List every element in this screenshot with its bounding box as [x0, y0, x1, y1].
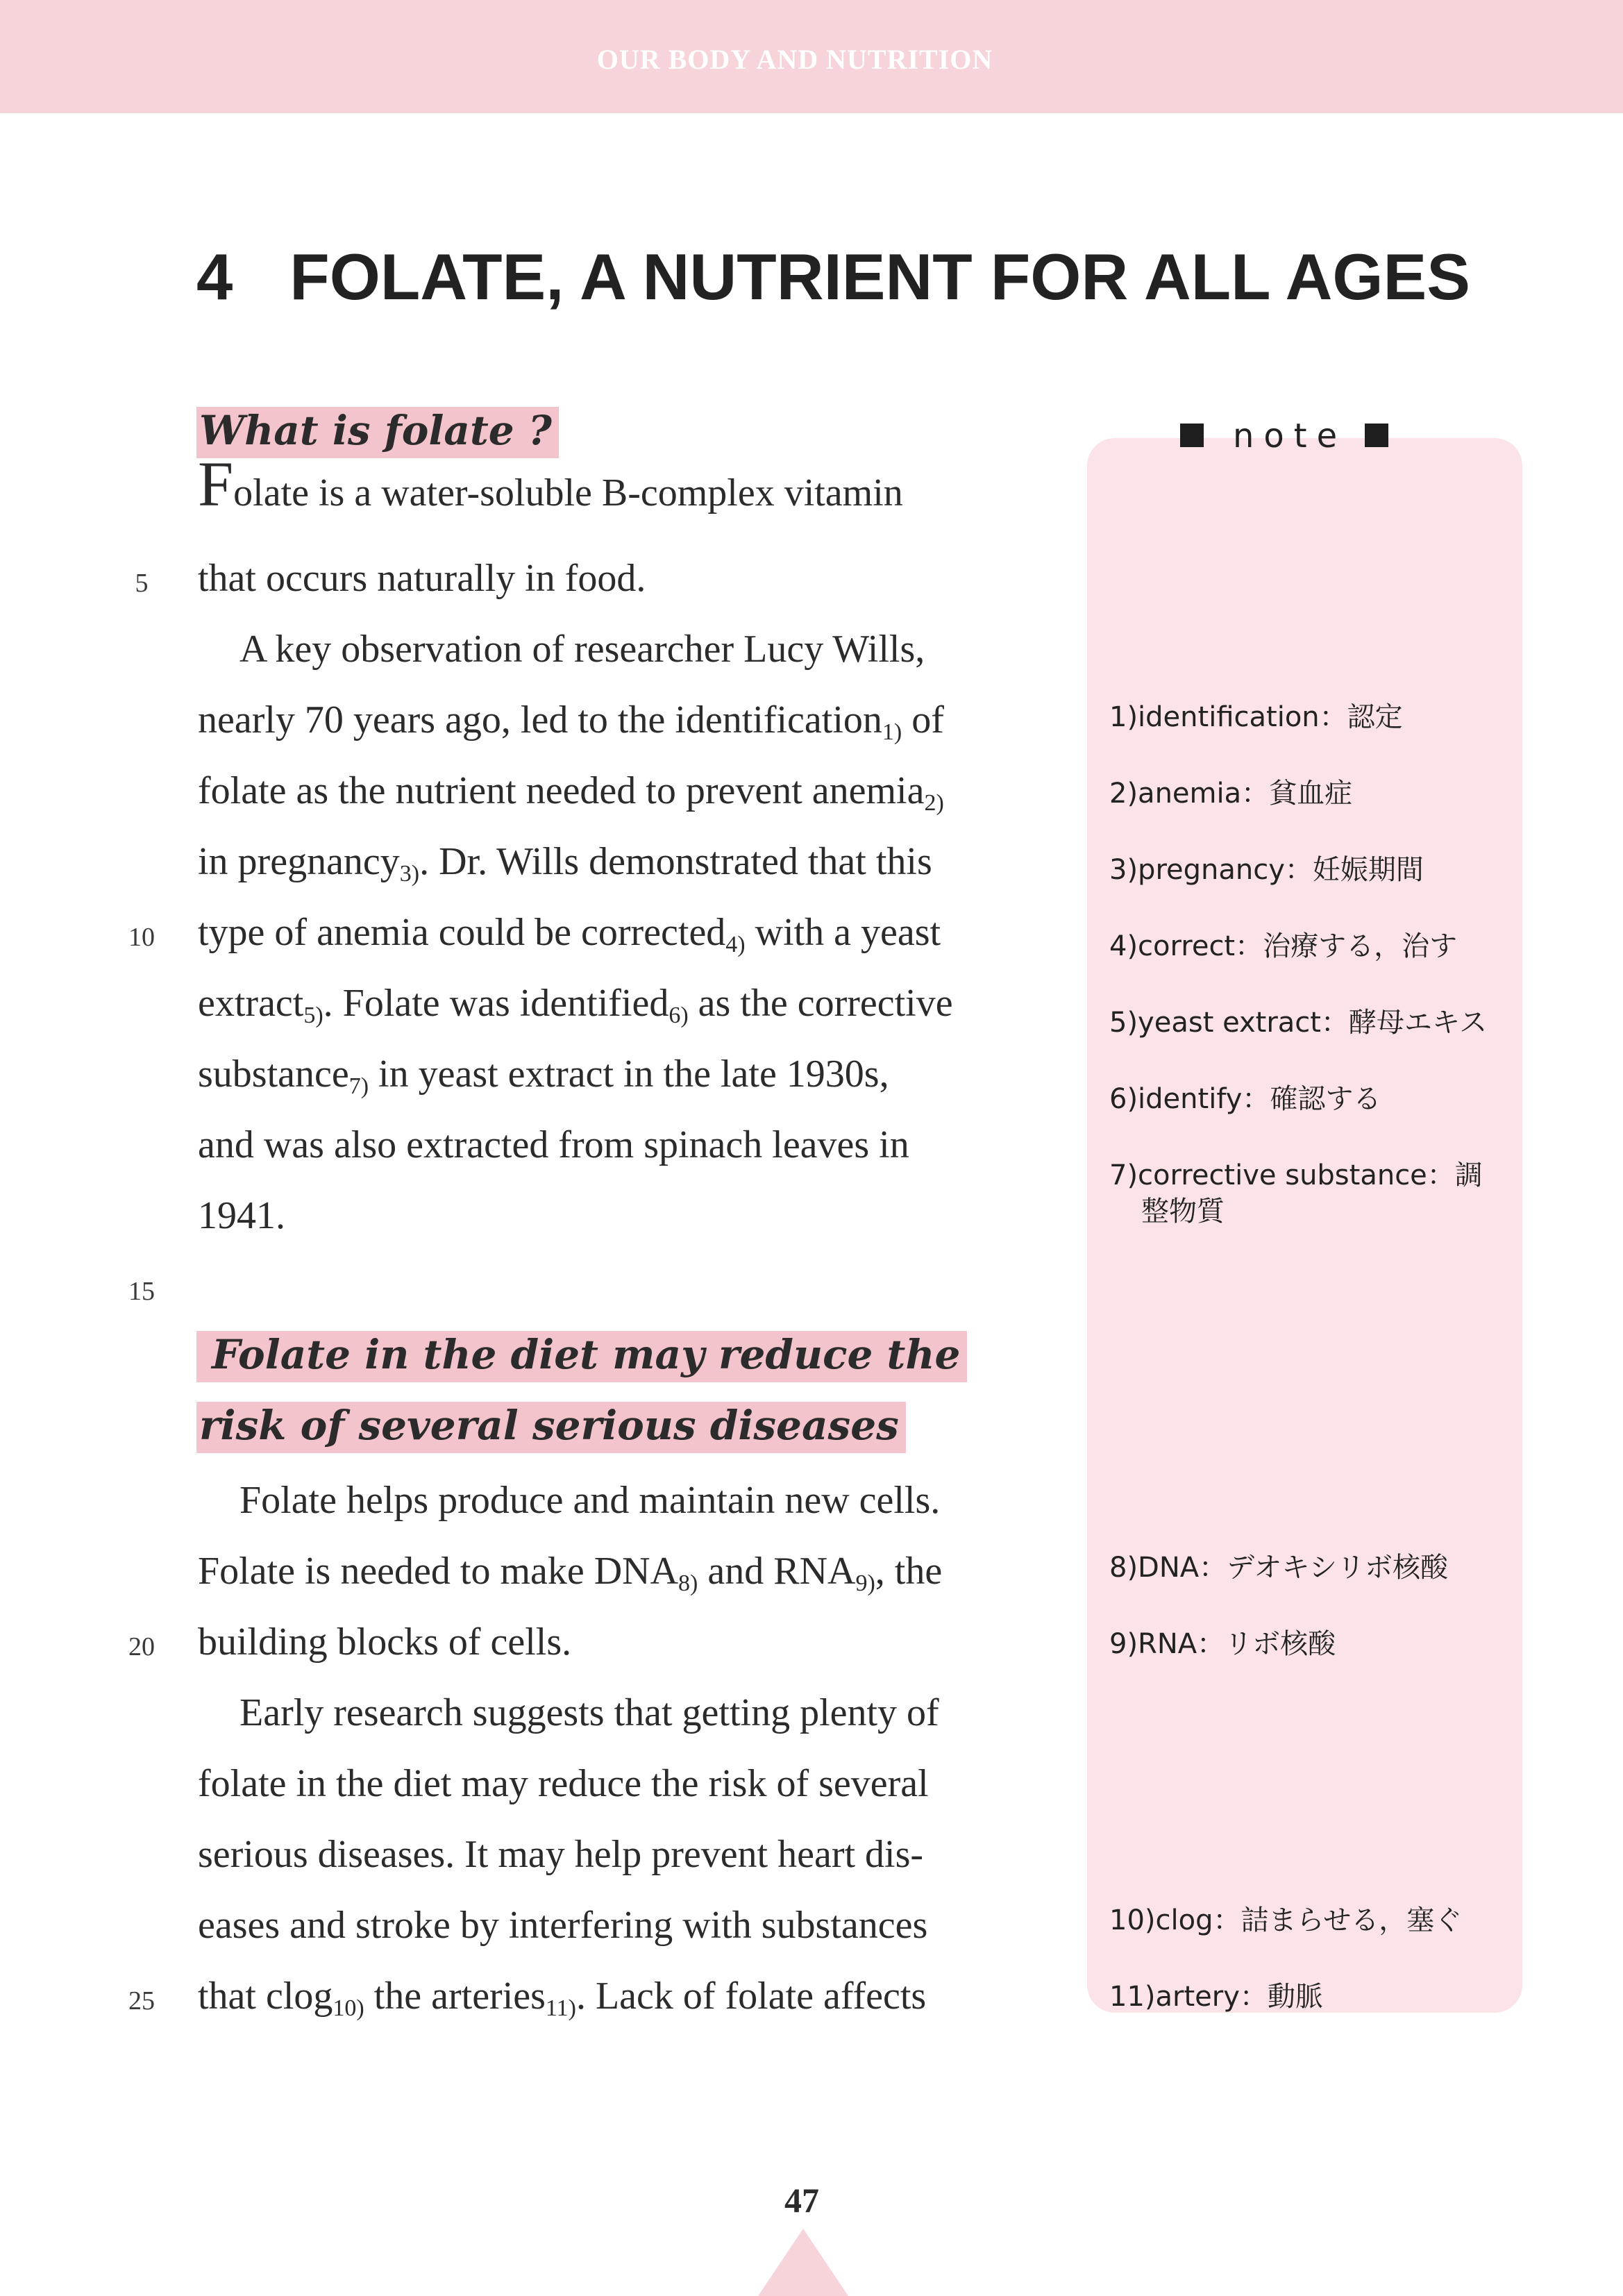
body-line — [198, 1973, 926, 2019]
section-heading-diet-line1 — [196, 1333, 967, 1377]
section-heading-text: Folate in the diet may reduce the — [196, 1331, 967, 1382]
body-text: olate is a water-soluble B-complex vitamin — [233, 471, 903, 514]
body-text: building blocks of cells. — [198, 1620, 572, 1664]
body-line — [198, 1761, 929, 1807]
note-item: 10)clog：詰まらせる，塞ぐ — [1109, 1904, 1463, 1936]
body-line — [198, 1193, 285, 1239]
footnote-ref: 9) — [855, 1570, 875, 1596]
body-text: Folate is needed to make DNA — [198, 1550, 679, 1593]
body-text: substance — [198, 1053, 349, 1096]
note-item: 9)RNA：リボ核酸 — [1109, 1628, 1336, 1660]
line-number: 5 — [135, 569, 149, 598]
footnote-ref: 11) — [545, 1995, 576, 2021]
body-line — [198, 768, 944, 814]
body-line — [198, 1832, 923, 1877]
body-line — [198, 1902, 927, 1948]
body-text: type of anemia could be corrected — [198, 911, 726, 954]
body-line — [198, 910, 941, 955]
body-text: the arteries — [364, 1975, 546, 2018]
page-tab-marker — [758, 2229, 848, 2296]
footnote-ref: 4) — [725, 932, 746, 957]
body-text: 1941. — [198, 1194, 285, 1237]
body-line — [198, 555, 646, 601]
line-number: 25 — [128, 1986, 155, 2016]
note-header-label: note — [1233, 417, 1347, 455]
chapter-title — [196, 240, 1470, 315]
body-line — [198, 449, 903, 519]
header-banner — [0, 0, 1623, 113]
note-item: 5)yeast extract：酵母エキス — [1109, 1007, 1488, 1039]
body-text: in yeast extract in the late 1930s, — [369, 1053, 889, 1096]
body-text: and RNA — [698, 1550, 856, 1593]
footnote-ref: 6) — [668, 1003, 689, 1028]
note-item: 4)correct：治療する，治す — [1109, 930, 1458, 962]
body-text: eases and stroke by interfering with substances — [198, 1904, 928, 1947]
note-item: 8)DNA：デオキシリボ核酸 — [1109, 1552, 1448, 1584]
body-text: folate as the nutrient needed to prevent anemia — [198, 769, 925, 812]
note-item-continuation: 整物質 — [1141, 1196, 1225, 1227]
body-text: A key observation of researcher Lucy Wills, — [239, 628, 925, 671]
note-item: 3)pregnancy：妊娠期間 — [1109, 854, 1424, 886]
body-text: serious diseases. It may help prevent heart dis- — [198, 1833, 924, 1876]
page-number: 47 — [784, 2181, 819, 2220]
body-text: , the — [875, 1550, 943, 1593]
body-text: with a yeast — [745, 911, 941, 954]
body-text: in pregnancy — [198, 840, 400, 883]
body-text: and was also extracted from spinach leaves in — [198, 1123, 909, 1166]
body-line — [198, 1619, 571, 1665]
square-bullet-icon — [1180, 424, 1204, 447]
body-line — [198, 1690, 939, 1736]
note-item: 6)identify：確認する — [1109, 1083, 1381, 1115]
line-number: 10 — [128, 923, 155, 952]
chapter-title-text: FOLATE, A NUTRIENT FOR ALL AGES — [289, 240, 1470, 313]
body-line — [198, 1051, 889, 1097]
square-bullet-icon — [1365, 424, 1388, 447]
body-line — [198, 1477, 940, 1523]
footnote-ref: 1) — [882, 719, 902, 745]
body-line — [198, 839, 932, 885]
body-line — [198, 980, 953, 1026]
body-text: folate in the diet may reduce the risk of several — [198, 1762, 929, 1805]
drop-cap: F — [198, 449, 234, 519]
body-line — [198, 1548, 942, 1594]
footnote-ref: 5) — [303, 1003, 323, 1028]
body-text: that occurs naturally in food. — [198, 557, 646, 600]
body-text: extract — [198, 982, 304, 1025]
running-header: OUR BODY AND NUTRITION — [596, 44, 993, 75]
footnote-ref: 7) — [348, 1073, 369, 1099]
note-item: 1)identification：認定 — [1109, 701, 1403, 733]
line-number: 20 — [128, 1632, 155, 1661]
body-text: that clog — [198, 1975, 333, 2018]
chapter-number: 4 — [196, 240, 233, 313]
body-text: nearly 70 years ago, led to the identification — [198, 698, 882, 741]
note-item-text: 7)corrective substance：調 — [1109, 1159, 1483, 1191]
section-heading-what-is-folate — [196, 409, 559, 453]
body-text: . Lack of folate affects — [575, 1975, 927, 2018]
footnote-ref: 10) — [333, 1995, 364, 2021]
footnote-ref: 3) — [399, 861, 420, 887]
body-line — [198, 697, 944, 743]
footnote-ref: 2) — [924, 790, 944, 816]
note-item — [1109, 1157, 1483, 1230]
line-number: 15 — [128, 1277, 155, 1306]
section-heading-diet-line2 — [196, 1404, 906, 1448]
body-line — [198, 1122, 909, 1168]
body-text: . Dr. Wills demonstrated that this — [419, 840, 932, 883]
note-header — [1180, 417, 1388, 455]
section-heading-text: risk of several serious diseases — [196, 1402, 906, 1453]
body-text: . Folate was identified — [323, 982, 669, 1025]
body-line — [198, 626, 925, 672]
body-text: Early research suggests that getting plenty of — [239, 1691, 939, 1734]
body-text: Folate helps produce and maintain new cells. — [239, 1479, 941, 1522]
footnote-ref: 8) — [678, 1570, 698, 1596]
note-item: 2)anemia：貧血症 — [1109, 778, 1353, 810]
body-text: of — [902, 698, 944, 741]
section-heading-text: What is folate ? — [196, 407, 559, 458]
body-text: as the corrective — [688, 982, 953, 1025]
note-item: 11)artery：動脈 — [1109, 1981, 1323, 2013]
